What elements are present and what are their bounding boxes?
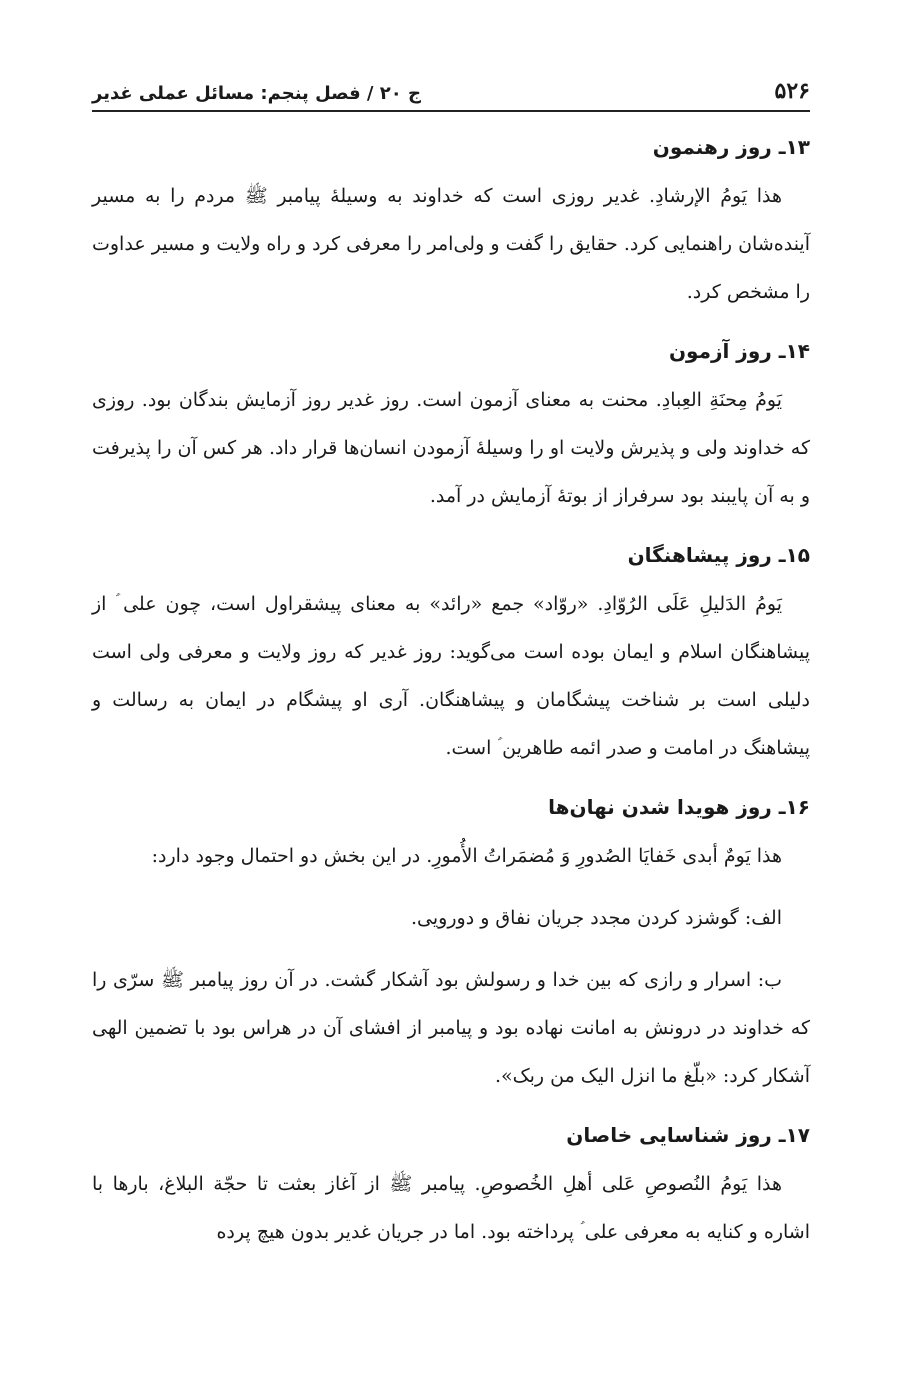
running-title: ج ۲۰ / فصل پنجم: مسائل عملی غدیر (92, 83, 422, 104)
list-item: الف: گوشزد کردن مجدد جریان نفاق و دورویی. (411, 907, 782, 929)
section-paragraph: يَومُ مِحنَةِ العِبادِ. محنت به معنای آزمون است. روز غدیر روز آزمایش بندگان بود. روزی که خداوند ولی و پذیرش ولایت او را وسیلهٔ آزمودن انسان‌ها قرار داد. هر کس آن را پذیرفت و به آن پایبند بود سرفراز از بوتهٔ آزمایش در آمد. (92, 389, 810, 507)
section-paragraph: يَومُ الدَليلِ عَلَى الرُوّادِ. «روّاد» جمع «رائد» به معنای پیشقراول است، چون علی ؑ از پیشاهنگان اسلام و ایمان بوده است می‌گوید: روز غدیر که روز ولایت و معرفی ولی است دلیلی است بر شناخت پیشگامان و پیشاهنگان. آری او پیشگام در ایمان به رسالت و پیشاهنگ در امامت و صدر ائمه طاهرین ؑ است. (92, 593, 810, 759)
page-number: ۵۲۶ (774, 78, 810, 104)
section-16 (92, 790, 810, 1100)
section-paragraph: هذا يَومٌ أبدى خَفايَا الصُدورِ وَ مُضمَراتُ الأُمورِ. در این بخش دو احتمال وجود دارد: (151, 845, 782, 867)
list-item: ب: اسرار و رازی که بین خدا و رسولش بود آشکار گشت. در آن روز پیامبر ﷺ سرّی را که خداوند در درونش به امانت نهاده بود و پیامبر از افشای آن در هراس بود با تضمین الهی آشکار کرد: «بلّغ ما انزل الیک من ربک». (92, 969, 810, 1087)
section-15 (92, 538, 810, 772)
section-heading: ۱۶ـ روز هویدا شدن نهان‌ها (548, 795, 810, 819)
section-paragraph: هذا يَومُ الإرشادِ. غدیر روزی است که خداوند به وسیلهٔ پیامبر ﷺ مردم را به مسیر آینده‌شان راهنمایی کرد. حقایق را گفت و ولی‌امر را معرفی کرد و راه ولایت و مسیر عداوت را مشخص کرد. (92, 185, 810, 303)
section-17 (92, 1118, 810, 1256)
section-paragraph: هذا يَومُ النُصوصِ عَلى أهلِ الخُصوصِ. پیامبر ﷺ از آغاز بعثت تا حجّة البلاغ، بارها با اشاره و کنایه به معرفی علی ؑ پرداخته بود. اما در جریان غدیر بدون هیچ پرده (92, 1173, 810, 1243)
section-14 (92, 334, 810, 520)
page-header (92, 60, 810, 112)
section-13 (92, 130, 810, 316)
section-heading: ۱۴ـ روز آزمون (668, 339, 810, 363)
section-heading: ۱۵ـ روز پیشاهنگان (627, 543, 810, 567)
section-heading: ۱۳ـ روز رهنمون (652, 135, 810, 159)
book-page (92, 60, 810, 1256)
section-heading: ۱۷ـ روز شناسایی خاصان (566, 1123, 810, 1147)
